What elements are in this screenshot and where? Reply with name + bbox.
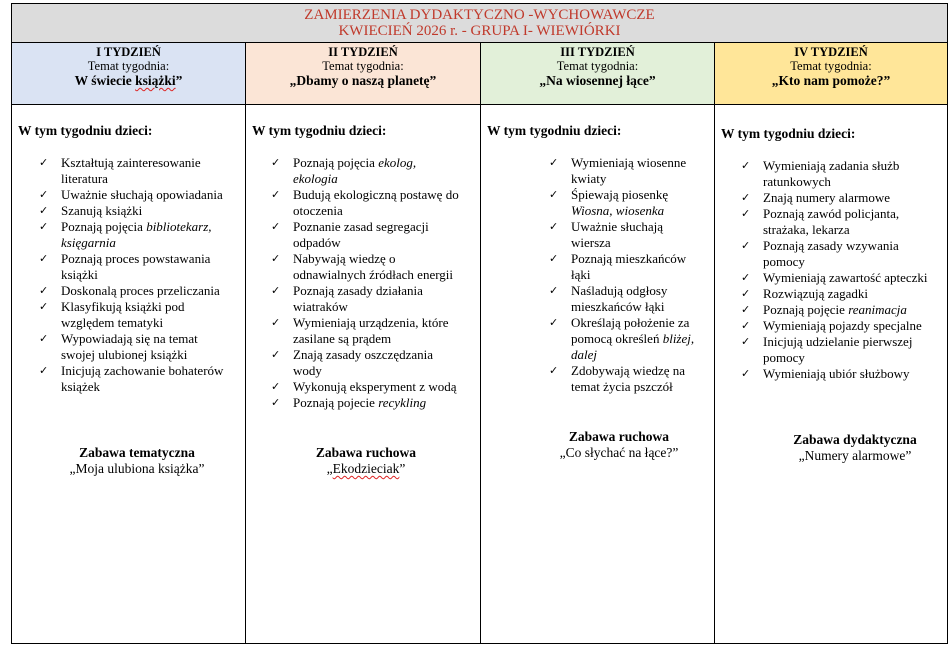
goal-item [549,219,713,251]
checkmark-icon: ✓ [549,220,559,233]
goal-text: Budują ekologiczną postawę do [293,187,459,202]
topic-label: Temat tygodnia: [322,59,404,73]
goal-text: dalej [571,347,597,362]
goal-item [271,283,479,315]
goal-item [271,379,479,395]
goal-text: Poznają zasady wzywania [763,238,899,253]
game-box [22,445,252,477]
goal-item [549,363,713,395]
game-box [539,429,699,461]
checkmark-icon: ✓ [549,284,559,297]
goal-text: ekologia [293,171,338,186]
goal-text: otoczenia [293,203,343,218]
goal-text: Wymieniają ubiór służbowy [763,366,910,381]
goal-item [741,190,946,206]
goal-item [271,347,479,379]
goal-text: temat życia pszczół [571,379,673,394]
goal-item [741,238,946,270]
game-title: Zabawa tematyczna [79,445,195,460]
goal-item [39,219,244,251]
goal-item [271,395,479,411]
goal-item [39,155,244,187]
goal-text: pomocy [763,254,805,269]
topic-label: Temat tygodnia: [556,59,639,73]
goal-text: Poznają pojęcie [763,302,849,317]
goal-text: Nabywają wiedzę o [293,251,396,266]
game-box [256,445,476,477]
week-1-body [12,105,246,643]
game-title: Zabawa ruchowa [315,445,417,460]
game-name: „Ekodzieciak” [326,461,406,476]
goal-item [271,187,479,219]
intro-heading: W tym tygodniu dzieci: [252,123,387,138]
intro-heading: W tym tygodniu dzieci: [721,126,856,141]
goal-text: Doskonalą proces przeliczania [61,283,220,298]
checkmark-icon: ✓ [39,252,49,265]
game-title: Zabawa dydaktyczna [793,432,917,447]
goal-text: strażaka, lekarza [763,222,850,237]
goal-item [741,206,946,238]
goal-text: ratunkowych [763,174,831,189]
week-4-body [715,105,947,643]
goal-text: wiersza [571,235,611,250]
goals-list [741,158,946,382]
goal-text: pomocy [763,350,805,365]
goal-text: Rozwiązują zagadki [763,286,869,301]
checkmark-icon: ✓ [741,287,751,300]
checkmark-icon: ✓ [271,188,281,201]
goal-text: Poznają pojęcia [293,155,379,170]
goal-text: Znają numery alarmowe [763,190,891,205]
game-title: Zabawa ruchowa [568,429,670,444]
goal-text: Wymieniają zadania służb [763,158,900,173]
goal-item [39,331,244,363]
goal-item [271,315,479,347]
goal-text: Poznają zasady działania [293,283,423,298]
checkmark-icon: ✓ [549,252,559,265]
checkmark-icon: ✓ [39,204,49,217]
goal-item [741,366,946,382]
goal-item [741,286,946,302]
checkmark-icon: ✓ [741,271,751,284]
goal-text: Wykonują eksperyment z wodą [293,379,457,394]
checkmark-icon: ✓ [271,220,281,233]
goal-text: Poznają pojecie [293,395,379,410]
goal-text: kwiaty [571,171,607,186]
week-3-body [481,105,715,643]
intro-heading: W tym tygodniu dzieci: [487,123,622,138]
game-name: „Co słychać na łące?” [559,445,679,460]
goal-text: pomocą określeń [571,331,663,346]
goal-text: Uważnie słuchają opowiadania [61,187,223,202]
week-topic: „Dbamy o naszą planetę” [289,73,437,88]
plan-table [11,3,948,644]
checkmark-icon: ✓ [271,396,281,409]
goal-text: Wymieniają zawartość apteczki [763,270,928,285]
checkmark-icon: ✓ [39,188,49,201]
week-2-header [246,43,481,105]
topic-label: Temat tygodnia: [87,59,170,73]
goal-text: literatura [61,171,108,186]
week-label: II TYDZIEŃ [328,45,398,59]
goal-item [39,299,244,331]
week-topic: „Na wiosennej łące” [539,73,656,88]
week-topic: W świecie książki” [74,73,183,88]
checkmark-icon: ✓ [39,284,49,297]
goal-item [549,251,713,283]
checkmark-icon: ✓ [271,284,281,297]
goal-text: Poznają mieszkańców [571,251,687,266]
checkmark-icon: ✓ [39,332,49,345]
goal-item [549,315,713,363]
title-line-1: ZAMIERZENIA DYDAKTYCZNO -WYCHOWAWCZE [304,7,655,23]
checkmark-icon: ✓ [741,159,751,172]
goal-text: ekolog, [378,155,417,170]
goal-item [39,187,244,203]
week-label: I TYDZIEŃ [96,45,161,59]
goal-text: Wymieniają urządzenia, które [293,315,449,330]
checkmark-icon: ✓ [39,156,49,169]
checkmark-icon: ✓ [271,252,281,265]
goal-text: względem tematyki [61,315,164,330]
checkmark-icon: ✓ [741,191,751,204]
checkmark-icon: ✓ [741,319,751,332]
goal-text: Poznają proces powstawania [61,251,211,266]
goal-item [741,158,946,190]
checkmark-icon: ✓ [741,207,751,220]
goal-item [271,155,479,187]
goal-item [549,187,713,219]
goal-text: swojej ulubionej książki [61,347,188,362]
checkmark-icon: ✓ [39,364,49,377]
goal-item [741,302,946,318]
goal-text: Poznanie zasad segregacji [293,219,429,234]
checkmark-icon: ✓ [549,364,559,377]
checkmark-icon: ✓ [741,335,751,348]
goal-item [549,155,713,187]
goal-text: Wymieniają wiosenne [571,155,687,170]
goal-text: zasilane są prądem [293,331,392,346]
goal-item [741,334,946,366]
checkmark-icon: ✓ [549,316,559,329]
goal-text: mieszkańców łąki [571,299,665,314]
checkmark-icon: ✓ [549,156,559,169]
goal-text: Zdobywają wiedzę na [571,363,686,378]
checkmark-icon: ✓ [271,316,281,329]
goal-text: bliżej, [662,331,695,346]
goal-text: Klasyfikują książki pod [61,299,185,314]
checkmark-icon: ✓ [39,220,49,233]
goal-text: bibliotekarz, [146,219,212,234]
goal-text: wody [293,363,322,378]
goal-text: księgarnia [61,235,116,250]
goal-text: Wiosna, wiosenka [571,203,665,218]
goal-item [741,270,946,286]
goal-text: wiatraków [293,299,348,314]
goal-text: Kształtują zainteresowanie [61,155,201,170]
goal-item [549,283,713,315]
checkmark-icon: ✓ [39,300,49,313]
goal-text: odnawialnych źródłach energii [293,267,454,282]
goals-list [271,155,479,411]
goal-text: Znają zasady oszczędzania [293,347,434,362]
goal-text: Wypowiadają się na temat [61,331,198,346]
intro-heading: W tym tygodniu dzieci: [18,123,153,138]
goal-item [39,363,244,395]
week-label: IV TYDZIEŃ [794,45,868,59]
goal-item [271,251,479,283]
checkmark-icon: ✓ [741,367,751,380]
game-box [780,432,930,464]
goals-list [549,155,713,395]
week-4-header [715,43,947,105]
game-name: „Moja ulubiona książka” [69,461,205,476]
goal-text: recykling [378,395,427,410]
checkmark-icon: ✓ [741,239,751,252]
week-label: III TYDZIEŃ [560,45,635,59]
checkmark-icon: ✓ [271,156,281,169]
game-name: „Numery alarmowe” [798,448,912,463]
goal-text: Naśladują odgłosy [571,283,668,298]
goal-text: reanimacja [848,302,907,317]
checkmark-icon: ✓ [741,303,751,316]
goal-text: Inicjują udzielanie pierwszej [763,334,913,349]
goal-text: odpadów [293,235,341,250]
goal-text: łąki [571,267,591,282]
week-1-header [12,43,246,105]
goal-text: Inicjują zachowanie bohaterów [61,363,224,378]
goal-item [39,251,244,283]
goal-item [271,219,479,251]
title-line-2: KWIECIEŃ 2026 r. - GRUPA I- WIEWIÓRKI [338,23,621,39]
title-banner [12,4,947,43]
goal-text: Uważnie słuchają [571,219,664,234]
goal-text: książek [61,379,100,394]
topic-label: Temat tygodnia: [790,59,872,73]
goal-item [39,283,244,299]
goals-list [39,155,244,395]
goal-text: Poznają zawód policjanta, [763,206,900,221]
goal-text: książki [61,267,98,282]
checkmark-icon: ✓ [549,188,559,201]
week-2-body [246,105,481,643]
checkmark-icon: ✓ [271,348,281,361]
goal-item [39,203,244,219]
week-topic: „Kto nam pomoże?” [771,73,891,88]
goal-text: Wymieniają pojazdy specjalne [763,318,922,333]
goal-text: Śpiewają piosenkę [571,187,669,202]
week-3-header [481,43,715,105]
checkmark-icon: ✓ [271,380,281,393]
goal-text: Poznają pojęcia [61,219,147,234]
goal-item [741,318,946,334]
goal-text: Określają położenie za [571,315,690,330]
goal-text: Szanują książki [61,203,143,218]
